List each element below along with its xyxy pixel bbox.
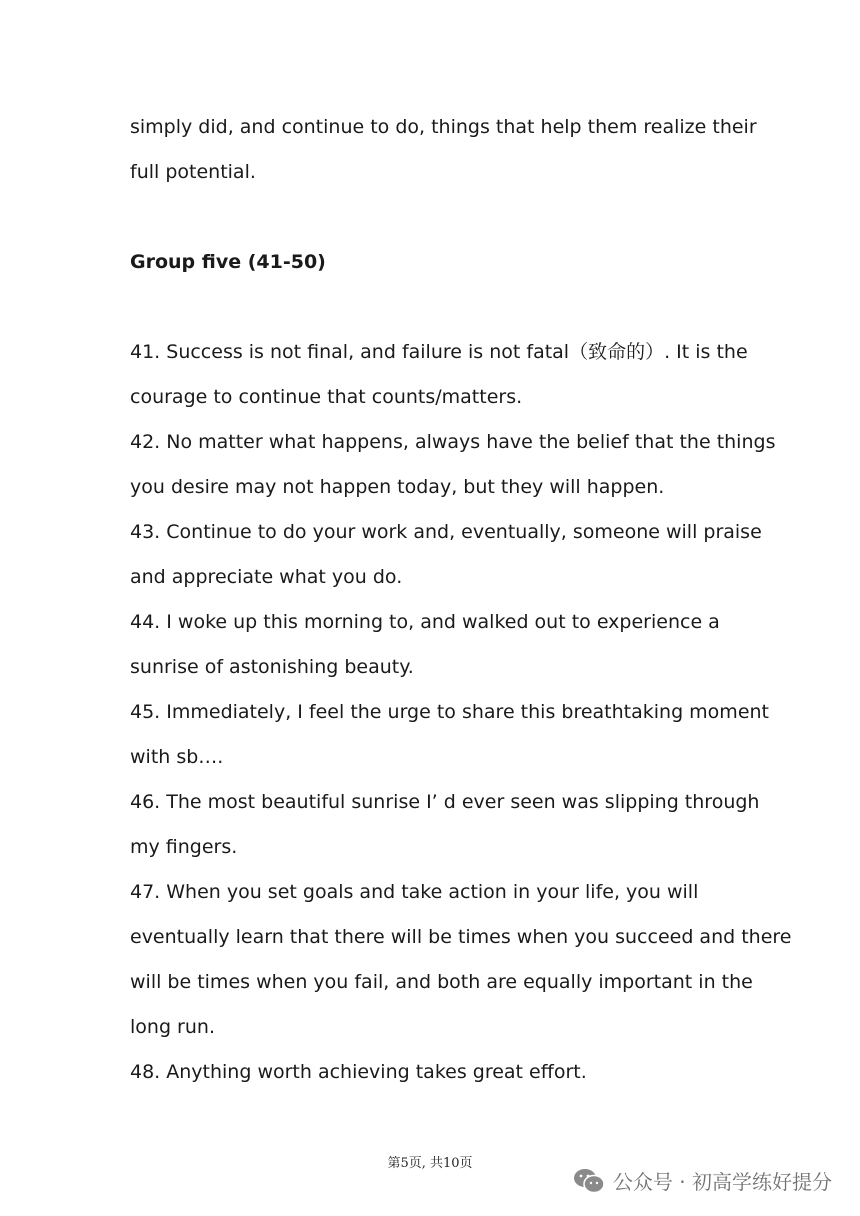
text-line: with sb…. [130, 746, 224, 768]
text-line: long run. [130, 1016, 215, 1038]
text-line: eventually learn that there will be times when you succeed and there [130, 926, 792, 948]
text-line: 41. Success is not final, and failure is not fatal（致命的）. It is the [130, 341, 748, 363]
text-line: and appreciate what you do. [130, 566, 403, 588]
text-line: 48. Anything worth achieving takes great effort. [130, 1061, 587, 1083]
text-line: 47. When you set goals and take action in your life, you will [130, 881, 699, 903]
text-line: 46. The most beautiful sunrise I’ d ever seen was slipping through [130, 791, 760, 813]
text-line: 42. No matter what happens, always have the belief that the things [130, 431, 776, 453]
text-line: sunrise of astonishing beauty. [130, 656, 414, 678]
wechat-icon [573, 1168, 605, 1194]
page-number: 第5页, 共10页 [387, 1156, 473, 1171]
text-line: full potential. [130, 161, 256, 183]
text-line: will be times when you fail, and both are equally important in the [130, 971, 753, 993]
watermark [573, 1166, 832, 1195]
text-line: 43. Continue to do your work and, eventually, someone will praise [130, 521, 762, 543]
text-line: 45. Immediately, I feel the urge to share this breathtaking moment [130, 701, 769, 723]
text-line: courage to continue that counts/matters. [130, 386, 523, 408]
text-line: my fingers. [130, 836, 238, 858]
text-line: simply did, and continue to do, things that help them realize their [130, 116, 757, 138]
text-line: you desire may not happen today, but they will happen. [130, 476, 665, 498]
section-heading: Group five (41-50) [130, 251, 326, 273]
text-line: 44. I woke up this morning to, and walked out to experience a [130, 611, 720, 633]
watermark-text: 公众号 · 初高学练好提分 [612, 1170, 832, 1194]
